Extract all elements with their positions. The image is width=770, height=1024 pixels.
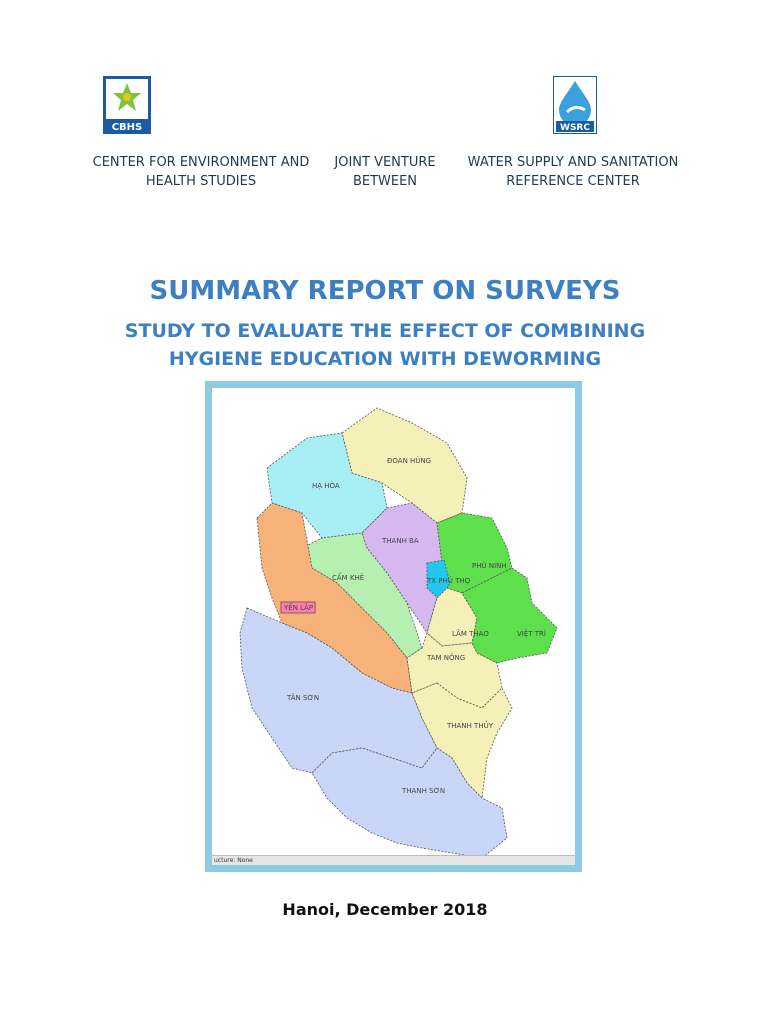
report-subtitle-line2: HYGIENE EDUCATION WITH DEWORMING [168, 348, 602, 370]
district-label: ĐOAN HÙNG [387, 457, 432, 465]
district-label: THANH THỦY [447, 722, 493, 730]
district-map [212, 388, 575, 865]
org-left [86, 153, 316, 191]
district-label: THANH BA [382, 537, 419, 545]
district-label: YÊN LẬP [284, 604, 314, 612]
district-label: THANH SƠN [402, 787, 446, 795]
map-status-text: ucture: None [214, 857, 253, 864]
map-figure [205, 381, 582, 872]
district-label: TX PHÚ THỌ [427, 577, 471, 585]
wsrc-logo [553, 76, 597, 134]
org-middle-line2: BETWEEN [352, 174, 418, 189]
org-right-line1: WATER SUPPLY AND SANITATION [467, 155, 679, 170]
district-label: HẠ HÒA [312, 482, 340, 490]
org-middle-line1: JOINT VENTURE [334, 155, 436, 170]
district-label: PHÙ NINH [472, 562, 507, 570]
district-label: TAM NÔNG [427, 654, 466, 662]
org-middle [325, 153, 445, 191]
cbhs-logo [103, 76, 151, 134]
cbhs-logo-text: CBHS [111, 122, 143, 133]
report-title: SUMMARY REPORT ON SURVEYS [149, 276, 621, 306]
district-label: TÂN SƠN [287, 694, 320, 702]
district-label: VIỆT TRÌ [517, 630, 546, 638]
org-right [460, 153, 686, 191]
org-left-line2: HEALTH STUDIES [145, 174, 257, 189]
wsrc-logo-text: WSRC [560, 123, 590, 133]
district-label: CẨM KHÊ [332, 574, 365, 582]
org-right-line2: REFERENCE CENTER [506, 174, 640, 189]
org-left-line1: CENTER FOR ENVIRONMENT AND [92, 155, 310, 170]
map-status-bar [212, 855, 575, 865]
district-label: LÂM THAO [452, 630, 489, 638]
report-subtitle-line1: STUDY TO EVALUATE THE EFFECT OF COMBINING [124, 320, 646, 342]
report-date: Hanoi, December 2018 [282, 900, 488, 919]
